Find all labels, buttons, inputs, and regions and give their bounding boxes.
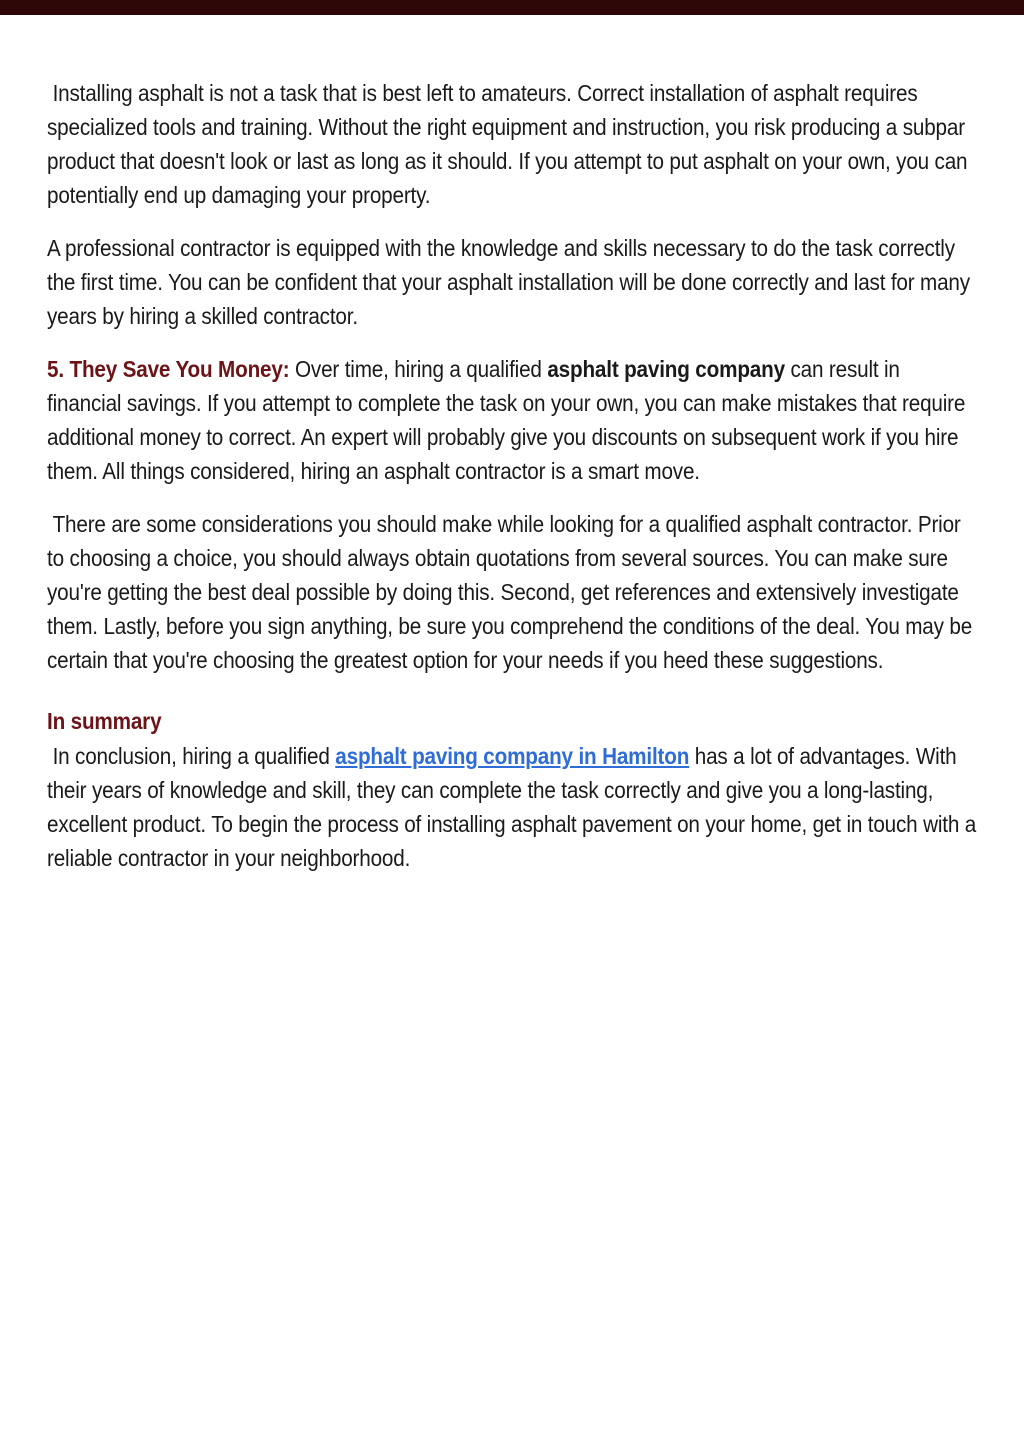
conclusion-text-a: In conclusion, hiring a qualified bbox=[47, 743, 336, 769]
conclusion-text-b: has a lot of advantages. With their years of knowledge and skill, they can complete the task correctly and give you a long-lasting, excellent product. To begin the process of installing asphalt pavement on your home, get in touch with a reliable contractor in your neighborhood. bbox=[47, 743, 982, 871]
paragraph-save-money bbox=[47, 352, 978, 488]
asphalt-company-hamilton-link[interactable]: asphalt paving company in Hamilton bbox=[335, 743, 690, 769]
article-content bbox=[47, 76, 982, 894]
paragraph-intro: Installing asphalt is not a task that is best left to amateurs. Correct installation of asphalt requires specialized tools and training. Without the right equipment and instruction, you risk producing a subpar product that doesn't look or last as long as it should. If you attempt to put asphalt on your own, you can potentially end up damaging your property. bbox=[47, 80, 973, 208]
save-money-text-a: Over time, hiring a qualified bbox=[289, 356, 548, 382]
save-money-text-b: can result in financial savings. If you attempt to complete the task on your own, you can make mistakes that require additional money to correct. An expert will probably give you discounts on subsequent work if you hire them. All things considered, hiring an asphalt contractor is a smart move. bbox=[47, 356, 971, 484]
asphalt-paving-company-term: asphalt paving company bbox=[547, 356, 785, 382]
save-money-heading: 5. They Save You Money: bbox=[47, 356, 290, 382]
paragraph-conclusion bbox=[47, 739, 982, 875]
paragraph-considerations: There are some considerations you should make while looking for a qualified asphalt contractor. Prior to choosing a choice, you should always obtain quotations from several sources. You can make sure you're getting the best deal possible by doing this. Second, get references and extensively investigate them. Lastly, before you sign anything, be sure you comprehend the conditions of the deal. You may be certain that you're choosing the greatest option for your needs if you heed these suggestions. bbox=[47, 511, 978, 673]
summary-heading: In summary bbox=[47, 708, 162, 734]
top-accent-bar bbox=[0, 0, 1024, 15]
paragraph-professional-contractor: A professional contractor is equipped with the knowledge and skills necessary to do the task correctly the first time. You can be confident that your asphalt installation will be done correctly and last for many years by hiring a skilled contractor. bbox=[47, 235, 976, 329]
